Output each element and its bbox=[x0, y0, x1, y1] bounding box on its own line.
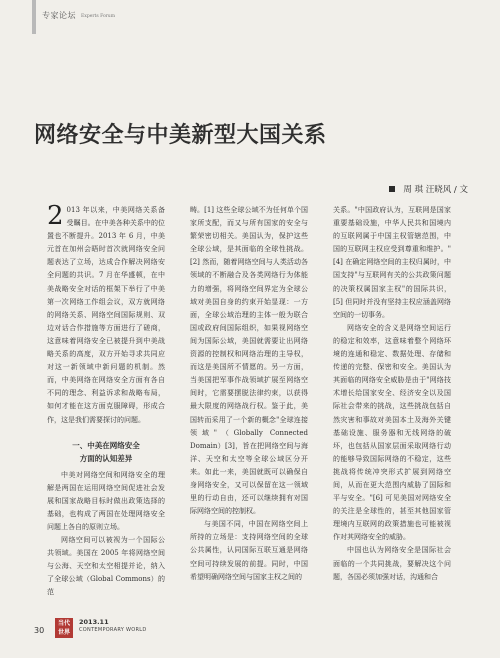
column-label-cn: 专家论坛 bbox=[42, 11, 76, 20]
logo-line-2: 世界 bbox=[57, 629, 70, 636]
page-number: 30 bbox=[34, 626, 45, 635]
column-label-en: Experts Forum bbox=[81, 14, 115, 19]
paragraph: 中国也认为网络安全是国际社会面临的一个共同挑战，要解决这个问题，各国必须加强对话，沟通和合 bbox=[333, 546, 451, 581]
paragraph-text: 013 年以来，中美网络关系备受瞩目。在中美各种关系中的位置也不断提升。2013 年 6 月，中美元首在加州会晤时首次就网络安全问题表达了立场，达成合作解决网络安全问题的共识。7 月在华盛顿，在中美战略安全对话的框架下举行了中美第一次网络工作组会议，双方就网络的网络关系、网络空间国际规则、双边对话合作措施等方面进行了磋商，这意味着网络安全已被提升到中美战略关系的高度，双方开始寻求共同应对这一新领域中新问题的机制。然而，中美网络在网络安全方面有各自不同的理念、利益诉求和战略布局，如何才能在这方面克服障碍，形成合作，这是我们需要探讨的问题。 bbox=[47, 206, 165, 424]
byline bbox=[300, 183, 468, 195]
text-column-3 bbox=[333, 204, 451, 584]
paragraph: 网络安全的含义是网络空间运行的稳定和效率，这意味着整个网络环境的连通和稳定、数据处理、存储和传递的完整、保密和安全。美国认为其面临的网络安全威胁是由于"网络技术增长给国家安全、经济安全以及国际社会带来的挑战，这些挑战包括自然灾害和事故对美国本土及海外关键基础设施、服务器和无线网络的破坏，也包括从国家层面采取网络行动的能够导致国际网络的不稳定，这些挑战将传统冲突形式扩展到网络空间，从而在更大范围内威胁了国际和平与安全。"[6] 可见美国对网络安全的关注是全球性的，甚至其他国家管理境内互联网的政策措施也可能被视作对其网络安全的威胁。 bbox=[333, 323, 451, 542]
article-title: 网络安全与中美新型大国关系 bbox=[34, 123, 327, 148]
magazine-logo bbox=[55, 618, 73, 638]
text-column-2 bbox=[190, 204, 308, 584]
magazine-name: CONTEMPORARY WORLD bbox=[79, 627, 147, 633]
section-heading-line-2: 方面的认知差异 bbox=[79, 453, 133, 463]
drop-cap: 2 bbox=[47, 201, 64, 231]
paragraph bbox=[47, 201, 165, 427]
header-tab-bar bbox=[32, 0, 36, 34]
issue-date: 2013.11 bbox=[79, 618, 109, 626]
byline-authors: 周 琪 汪晓风 / 文 bbox=[403, 185, 468, 195]
paragraph: 畴。[1] 这些全球公域不为任何单个国家所支配，而又与所有国家的安全与繁荣密切相关。美国认为，保护这些全球公域，是其面临的全球性挑战。[2] 然而，随着网络空间与人类活动各领域的不断融合及各类网络行为体能力的增强，将网络空间界定为全球公域对美国自身的约束开始显现：一方面，全球公域治理的主体一般为联合国或政府间国际组织，如果视网络空间为国际公域，美国就需要让出网络资源的控制权和网络治理的主导权，而这是美国所不情愿的。另一方面，当美国把军事作战领域扩展至网络空间时，它需要摆脱法律约束，以获得最大限度的网络战行权。鉴于此，美国转而采用了一个新的概念"全球连接领域"（Globally Connected Domain）[3]，旨在把网络空间与海洋、天空和太空等全球公域区分开来。如此一来，美国就既可以确保自身网络安全，又可以保留在这一领域里的行动自由，还可以继续拥有对国际网络空间的控制权。 bbox=[190, 206, 308, 516]
section-heading-line-1: 一、中美在网络安全 bbox=[72, 440, 140, 450]
paragraph: 与美国不同，中国在网络空间上所持的立场是：支持网络空间的全球公共属性，认同国际互联互通是网络空间可持续发展的前提。同时，中国希望明确网络空间与国家主权之间的 bbox=[190, 520, 308, 581]
text-column-1 bbox=[47, 201, 165, 600]
byline-square-icon bbox=[389, 186, 395, 192]
paragraph: 网络空间可以被视为一个国际公共领域。美国在 2005 年将网络空间与公海、天空和太空相提并论，纳入了全球公域（Global Commons）的范 bbox=[47, 536, 165, 597]
paragraph: 关系。"中国政府认为，互联网是国家重要基础设施，中华人民共和国境内的互联网属于中国主权管辖范围，中国的互联网主权应受到尊重和维护。"[4] 在确定网络空间的主权归属时，中国支持"与互联网有关的公共政策问题的决策权属国家主权"的国际共识，[5] 但同时并没有坚持主权应涵盖网络空间的一切事务。 bbox=[333, 206, 451, 319]
logo-line-1: 当代 bbox=[57, 620, 70, 627]
section-heading bbox=[47, 439, 165, 465]
paragraph: 中美对网络空间和网络安全的理解是两国在运用网络空间促进社会发展和国家战略目标时做出政策选择的基础，也构成了两国在处理网络安全问题上各自的原则立场。 bbox=[47, 470, 165, 531]
column-label bbox=[42, 10, 115, 21]
